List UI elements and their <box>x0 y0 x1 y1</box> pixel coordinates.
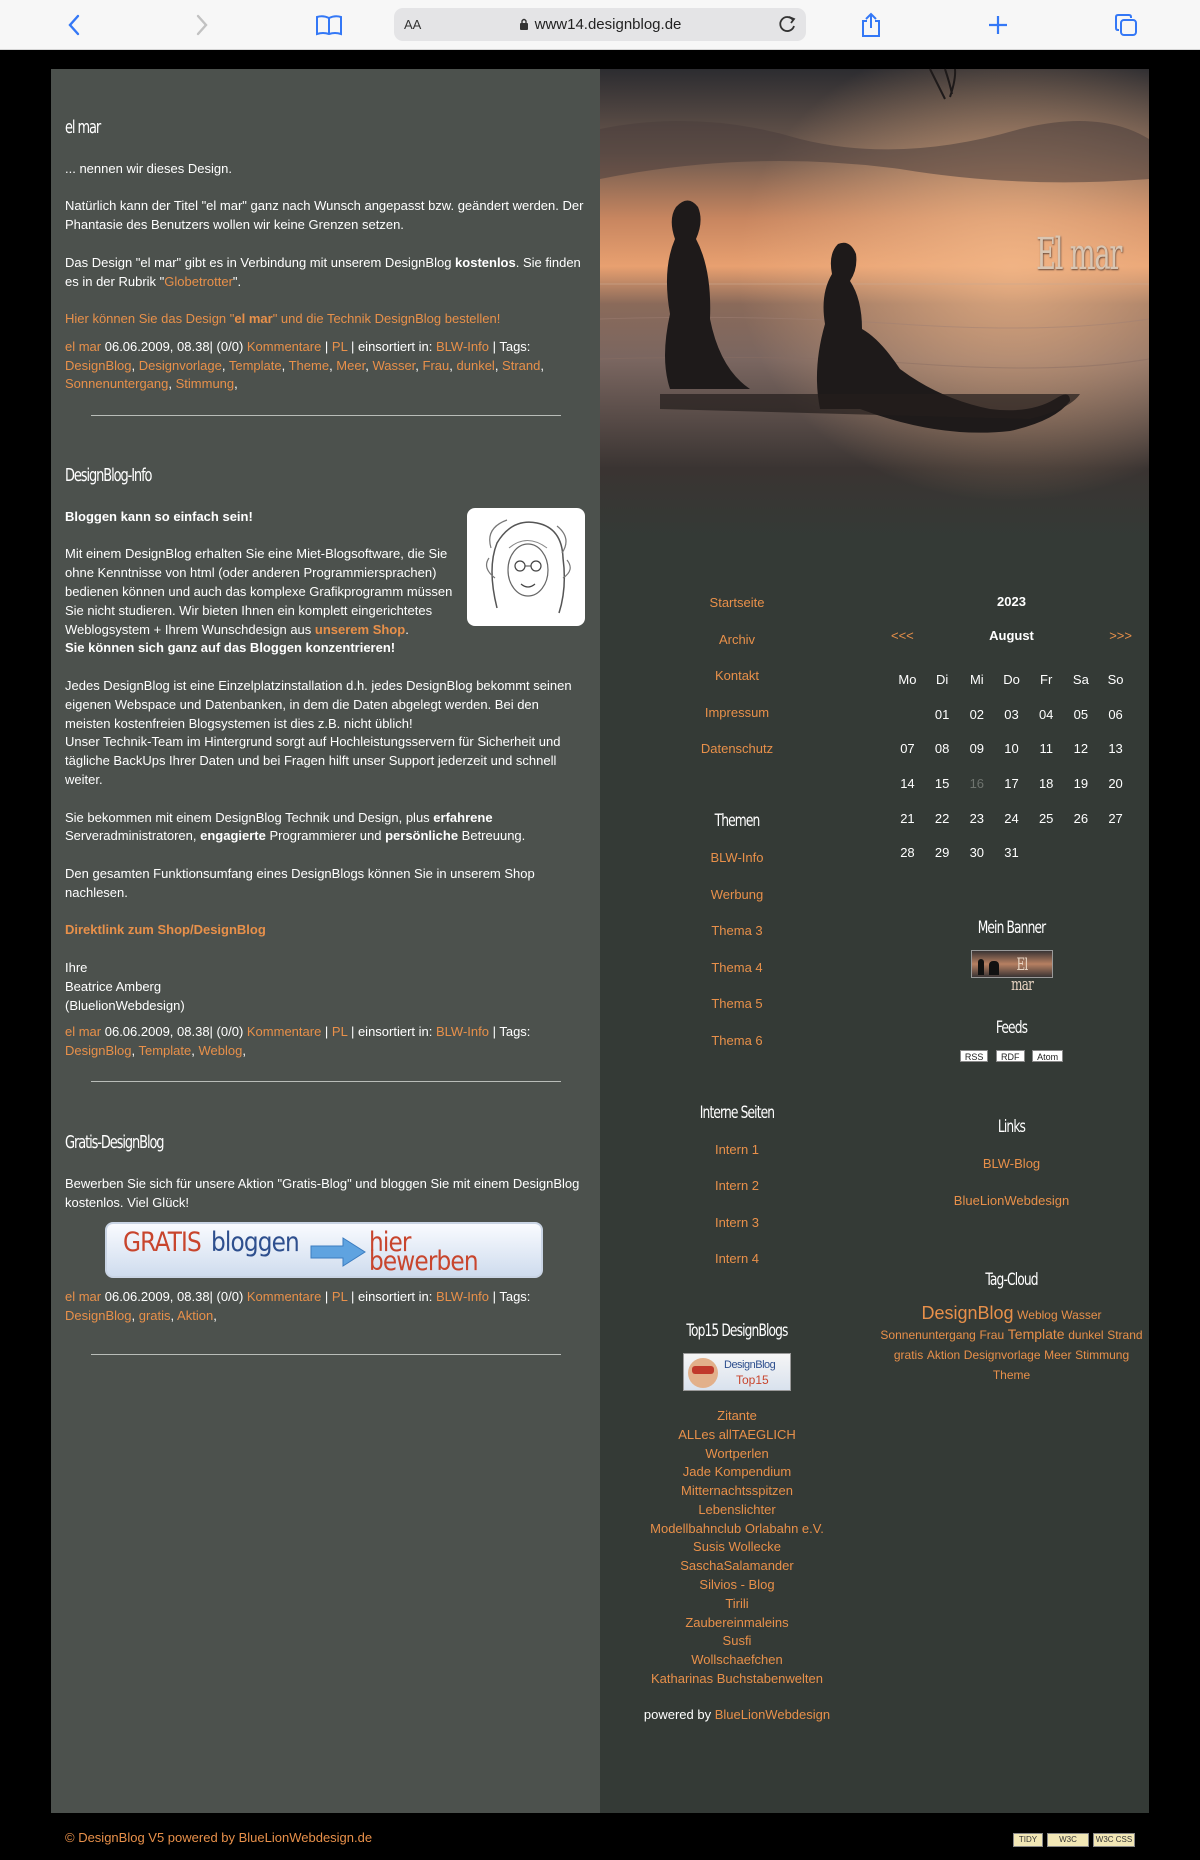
post-paragraph: Mit einem DesignBlog erhalten Sie eine Miet-Blogsoftware, die Sie ohne Kenntnisse von html (oder anderen Programmiersprachen) bedienen können und auch das komplexe Grafikprogramm müssen Sie nicht studieren. Wir bieten Ihnen ein komplett eingerichtetes Weblogsystem + Ihrem Wunschdesign aus unserem Shop. Sie können sich ganz auf das Bloggen konzentrieren! <box>65 546 453 656</box>
top15-list <box>600 1407 874 1689</box>
nav-item[interactable]: Datenschutz <box>700 741 774 757</box>
post-gratis-designblog <box>65 1134 585 1326</box>
top15-item[interactable]: Silvios - Blog <box>699 1577 775 1593</box>
signature: Ihre Beatrice Amberg (BluelionWebdesign) <box>65 959 185 1013</box>
validator-badges <box>1013 1833 1135 1847</box>
section-title: Tag-Cloud <box>985 1270 1038 1291</box>
top15-item[interactable]: Tirili <box>725 1595 749 1611</box>
nav-item[interactable]: Startseite <box>709 595 765 610</box>
post-paragraph: ... nennen wir dieses Design. <box>65 160 232 176</box>
theme-item[interactable]: Thema 6 <box>711 1032 763 1048</box>
category-link[interactable]: BLW-Info <box>435 338 489 354</box>
section-title: Interne Seiten <box>699 1102 775 1123</box>
direct-shop-link[interactable]: Direktlink zum Shop/DesignBlog <box>65 922 266 938</box>
section-title: Feeds <box>995 1018 1028 1039</box>
weekday-header: Mi <box>969 671 984 687</box>
gratis-apply-banner[interactable]: GRATIS bloggen hier bewerben <box>105 1222 543 1278</box>
post-meta: el mar 06.06.2009, 08.38| (0/0) Kommentare | PL | einsortiert in: BLW-Info | Tags: DesignBlog, Designvorlage, Template, Theme, Meer, Wasser, Frau, dunkel, Strand, Sonnenuntergang, Stimmung, <box>65 338 544 392</box>
feed-buttons <box>874 1048 1149 1063</box>
calendar-day[interactable]: 26 <box>1073 810 1089 826</box>
internal-item[interactable]: Intern 4 <box>714 1251 760 1267</box>
theme-item[interactable]: Thema 3 <box>711 923 763 939</box>
weekday-header: Mo <box>898 671 917 687</box>
calendar-day[interactable]: 15 <box>934 775 950 791</box>
author-link[interactable]: el mar <box>65 1024 102 1040</box>
calendar-day[interactable]: 22 <box>934 810 950 826</box>
banner-image[interactable]: El mar <box>971 950 1053 978</box>
tag-link[interactable]: DesignBlog <box>65 357 132 373</box>
tag-link[interactable]: dunkel <box>456 357 495 373</box>
calendar-day[interactable]: 28 <box>900 845 915 861</box>
calendar-prev-button[interactable]: <<< <box>891 628 914 643</box>
author-sketch-image <box>467 508 585 626</box>
top15-item[interactable]: Modellbahnclub Orlabahn e.V. <box>650 1520 824 1536</box>
calendar-day <box>1029 835 1064 870</box>
w3c-badge[interactable]: W3C <box>1047 1833 1089 1847</box>
internal-pages-section <box>600 1103 874 1287</box>
internal-item[interactable]: Intern 1 <box>714 1141 760 1157</box>
calendar-day <box>1064 835 1099 870</box>
tag-cloud <box>874 1304 1149 1385</box>
tag-link[interactable]: Template <box>228 357 282 373</box>
tag-cloud-item[interactable]: Designvorlage <box>963 1348 1041 1363</box>
post-paragraph: Sie bekommen mit einem DesignBlog Technik und Design, plus erfahrene Serveradministratoren, engagierte Programmierer und persönliche Betreuung. <box>65 809 526 844</box>
comments-link[interactable]: Kommentare <box>246 1024 322 1040</box>
top15-item[interactable]: Susis Wollecke <box>693 1539 781 1555</box>
calendar-day[interactable]: 18 <box>1038 775 1054 791</box>
theme-item[interactable]: Werbung <box>710 886 764 902</box>
section-title: Themen <box>714 810 760 831</box>
tag-cloud-item[interactable]: Wasser <box>1061 1308 1102 1323</box>
tag-cloud-item[interactable]: Theme <box>992 1368 1031 1383</box>
rss-button[interactable]: RSS <box>960 1050 989 1062</box>
tag-cloud-item[interactable]: Stimmung <box>1075 1348 1130 1363</box>
calendar-day[interactable]: 27 <box>1108 810 1123 826</box>
tag-link[interactable]: DesignBlog <box>65 1043 132 1059</box>
comments-link[interactable]: Kommentare <box>246 338 322 354</box>
calendar-day[interactable]: 13 <box>1108 741 1123 757</box>
tag-cloud-item[interactable]: Weblog <box>1017 1308 1058 1323</box>
calendar-day[interactable]: 09 <box>969 741 985 757</box>
reload-icon[interactable] <box>778 14 798 34</box>
comments-link[interactable]: Kommentare <box>246 1289 322 1305</box>
post-title[interactable]: el mar <box>65 117 101 138</box>
post-paragraph: Natürlich kann der Titel "el mar" ganz nach Wunsch angepasst bzw. geändert werden. Der Phantasie des Benutzers wollen wir keine Grenzen setzen. <box>65 198 584 233</box>
links-section <box>874 1117 1149 1228</box>
internal-item[interactable]: Intern 2 <box>714 1178 760 1194</box>
tag-link[interactable]: Wasser <box>372 357 416 373</box>
calendar-day[interactable]: 01 <box>934 706 950 722</box>
calendar-day[interactable]: 20 <box>1108 775 1123 791</box>
rdf-button[interactable]: RDF <box>996 1050 1025 1062</box>
banner-section <box>874 918 1149 996</box>
themes-section <box>600 811 874 1069</box>
calendar-day[interactable]: 05 <box>1073 706 1089 722</box>
post-title[interactable]: Gratis-DesignBlog <box>65 1132 164 1153</box>
calendar-month: August <box>989 628 1034 643</box>
post-meta: el mar 06.06.2009, 08.38| (0/0) Kommentare | PL | einsortiert in: BLW-Info | Tags: DesignBlog, gratis, Aktion, <box>65 1289 531 1324</box>
calendar-day[interactable]: 06 <box>1108 706 1123 722</box>
post-paragraph: Jedes DesignBlog ist eine Einzelplatzinstallation d.h. jedes DesignBlog bekommt seinen eigenen Webspace und Datenbanken, in dem die Daten abgelegt werden. Bei den meisten kostenfreien Blogsystemen ist dies z.B. nicht üblich! Unser Technik-Team im Hintergrund sorgt auf Hochleistungsservern für Sicherheit und tägliche BackUps Ihrer Daten und bei Fragen hilft unser Support jederzeit und schnell weiter. <box>65 677 572 787</box>
link-item[interactable]: BLW-Blog <box>982 1156 1041 1172</box>
calendar-month-nav <box>874 628 1149 662</box>
globetrotter-link[interactable]: Globetrotter <box>164 273 233 289</box>
calendar-day[interactable]: 30 <box>969 845 985 861</box>
top15-item[interactable]: Lebenslichter <box>698 1501 776 1517</box>
back-icon[interactable] <box>58 9 90 41</box>
calendar-day[interactable]: 07 <box>900 741 915 757</box>
top15-item[interactable]: Wortperlen <box>705 1445 769 1461</box>
top15-badge[interactable]: DesignBlog Top15 <box>683 1353 791 1391</box>
calendar-day[interactable]: 14 <box>900 775 915 791</box>
top15-item[interactable]: Katharinas Buchstabenwelten <box>650 1671 823 1687</box>
weekday-header: So <box>1107 671 1124 687</box>
tag-link[interactable]: Template <box>138 1043 192 1059</box>
calendar-next-button[interactable]: >>> <box>1109 628 1132 643</box>
calendar <box>874 594 1149 870</box>
calendar-day[interactable]: 31 <box>1004 845 1019 861</box>
tag-cloud-section <box>874 1270 1149 1385</box>
weekday-header: Sa <box>1072 671 1089 687</box>
calendar-day[interactable]: 25 <box>1038 810 1054 826</box>
footer-copyright[interactable]: © DesignBlog V5 powered by BlueLionWebdesign.de <box>65 1830 373 1845</box>
post-paragraph: Bewerben Sie sich für unsere Aktion "Gratis-Blog" und bloggen Sie mit einem DesignBlog kostenlos. Viel Glück! <box>65 1175 580 1210</box>
section-title: Mein Banner <box>977 918 1046 939</box>
forward-icon[interactable] <box>186 9 218 41</box>
tag-link[interactable]: Weblog <box>198 1043 243 1059</box>
lock-icon <box>519 18 529 30</box>
author-link[interactable]: el mar <box>65 338 102 354</box>
calendar-day[interactable]: 11 <box>1039 741 1053 757</box>
top15-item[interactable]: Jade Kompendium <box>682 1464 792 1480</box>
tag-link[interactable]: Designvorlage <box>138 357 222 373</box>
main-nav <box>600 594 874 777</box>
post-paragraph: Den gesamten Funktionsumfang eines DesignBlogs können Sie in unserem Shop nachlesen. <box>65 865 535 900</box>
tag-cloud-item[interactable]: Strand <box>1107 1328 1143 1343</box>
footer <box>51 1828 1149 1854</box>
weekday-header: Fr <box>1040 671 1053 687</box>
tag-link[interactable]: Meer <box>336 357 366 373</box>
tabs-overview-icon[interactable] <box>1110 9 1142 41</box>
reader-aa-button[interactable]: AA <box>404 17 422 32</box>
calendar-day[interactable]: 10 <box>1004 741 1019 757</box>
permalink[interactable]: PL <box>331 338 348 354</box>
calendar-day[interactable]: 16 <box>969 775 985 791</box>
permalink[interactable]: PL <box>331 1289 348 1305</box>
w3c-css-badge[interactable]: W3C CSS <box>1093 1833 1135 1847</box>
calendar-day[interactable]: 04 <box>1038 706 1054 722</box>
share-icon[interactable] <box>855 9 887 41</box>
calendar-day[interactable]: 24 <box>1004 810 1019 826</box>
permalink[interactable]: PL <box>331 1024 348 1040</box>
top15-section <box>600 1321 874 1722</box>
feeds-section <box>874 1018 1149 1063</box>
nav-item[interactable]: Archiv <box>718 631 756 647</box>
post-paragraph: Das Design "el mar" gibt es in Verbindung mit unserem DesignBlog kostenlos. Sie finden es in der Rubrik "Globetrotter". <box>65 254 581 289</box>
post-meta: el mar 06.06.2009, 08.38| (0/0) Kommentare | PL | einsortiert in: BLW-Info | Tags: DesignBlog, Template, Weblog, <box>65 1024 531 1059</box>
top15-item[interactable]: SaschaSalamander <box>680 1558 794 1574</box>
sidebar-left-column <box>600 594 874 1722</box>
top15-item[interactable]: ALLes allTAEGLICH <box>678 1426 796 1442</box>
calendar-day[interactable]: 23 <box>969 810 985 826</box>
author-link[interactable]: el mar <box>65 1289 102 1305</box>
calendar-day[interactable]: 17 <box>1004 775 1019 791</box>
address-bar[interactable] <box>394 8 806 41</box>
powered-by: powered by BlueLionWebdesign <box>643 1706 831 1722</box>
category-link[interactable]: BLW-Info <box>435 1024 489 1040</box>
tag-link[interactable]: Strand <box>502 357 541 373</box>
sidebar-right-column <box>874 594 1149 1385</box>
weekday-header: Do <box>1003 671 1020 687</box>
category-link[interactable]: BLW-Info <box>435 1289 489 1305</box>
theme-item[interactable]: Thema 4 <box>711 959 763 975</box>
tag-link[interactable]: Stimmung <box>175 376 235 392</box>
top15-item[interactable]: Mitternachtsspitzen <box>681 1483 793 1499</box>
top15-item[interactable]: Susfi <box>722 1633 752 1649</box>
top15-item[interactable]: Zitante <box>717 1407 757 1423</box>
tag-cloud-item[interactable]: Frau <box>979 1328 1005 1343</box>
powered-by-link[interactable]: BlueLionWebdesign <box>714 1706 831 1722</box>
calendar-day[interactable]: 21 <box>900 810 915 826</box>
tag-cloud-item[interactable]: DesignBlog <box>921 1303 1014 1324</box>
tag-link[interactable]: gratis <box>138 1308 171 1324</box>
top15-item[interactable]: Zaubereinmaleins <box>685 1614 789 1630</box>
calendar-day <box>890 697 925 732</box>
calendar-day[interactable]: 02 <box>969 706 985 722</box>
tag-cloud-item[interactable]: Sonnenuntergang <box>880 1328 976 1343</box>
tag-link[interactable]: DesignBlog <box>65 1308 132 1324</box>
section-title: Top15 DesignBlogs <box>686 1320 788 1341</box>
calendar-grid <box>890 662 1133 870</box>
hero-title: El mar <box>1035 229 1121 280</box>
tag-cloud-item[interactable]: Template <box>1007 1326 1065 1343</box>
post-el-mar <box>65 119 585 394</box>
tag-cloud-item[interactable]: Aktion <box>926 1348 961 1363</box>
tag-link[interactable]: Aktion <box>177 1308 214 1324</box>
tag-cloud-item[interactable]: gratis <box>893 1348 924 1363</box>
post-designblog-info <box>65 467 585 1061</box>
theme-item[interactable]: BLW-Info <box>710 849 764 865</box>
arrow-right-icon <box>309 1236 367 1268</box>
calendar-day[interactable]: 29 <box>934 845 950 861</box>
section-title: Links <box>997 1117 1026 1138</box>
top15-item[interactable]: Wollschaefchen <box>691 1652 783 1668</box>
tidy-badge[interactable]: TIDY <box>1013 1833 1043 1847</box>
post-title[interactable]: DesignBlog-Info <box>65 465 152 486</box>
calendar-day[interactable]: 08 <box>934 741 950 757</box>
nav-item[interactable]: Impressum <box>704 704 770 720</box>
content-column <box>51 69 600 1813</box>
tag-link[interactable]: Theme <box>288 357 330 373</box>
tag-cloud-item[interactable]: dunkel <box>1068 1328 1104 1343</box>
header-image <box>600 69 1149 539</box>
bookmarks-icon[interactable] <box>313 9 345 41</box>
calendar-day[interactable]: 19 <box>1073 775 1089 791</box>
url-text: www14.designblog.de <box>534 16 682 33</box>
calendar-day[interactable]: 03 <box>1004 706 1019 722</box>
post-divider <box>91 1081 561 1082</box>
post-lead: Bloggen kann so einfach sein! <box>65 508 253 524</box>
post-divider <box>91 415 561 416</box>
calendar-day[interactable]: 12 <box>1073 741 1089 757</box>
weekday-header: Di <box>935 671 949 687</box>
blog-page <box>51 69 1149 1813</box>
calendar-year: 2023 <box>997 594 1026 609</box>
tag-cloud-item[interactable]: Meer <box>1044 1348 1072 1363</box>
new-tab-icon[interactable] <box>982 9 1014 41</box>
post-divider <box>91 1354 561 1355</box>
browser-toolbar <box>0 0 1200 50</box>
internal-item[interactable]: Intern 3 <box>714 1214 760 1230</box>
order-link[interactable]: Hier können Sie das Design "el mar" und die Technik DesignBlog bestellen! <box>65 311 501 327</box>
shop-link[interactable]: unserem Shop <box>314 621 406 637</box>
tag-link[interactable]: Sonnenuntergang <box>65 376 169 392</box>
nav-item[interactable]: Kontakt <box>714 668 760 684</box>
tag-link[interactable]: Frau <box>422 357 450 373</box>
theme-item[interactable]: Thema 5 <box>711 996 763 1012</box>
link-item[interactable]: BlueLionWebdesign <box>953 1192 1070 1208</box>
calendar-day <box>1098 835 1133 870</box>
atom-button[interactable]: Atom <box>1032 1050 1063 1062</box>
